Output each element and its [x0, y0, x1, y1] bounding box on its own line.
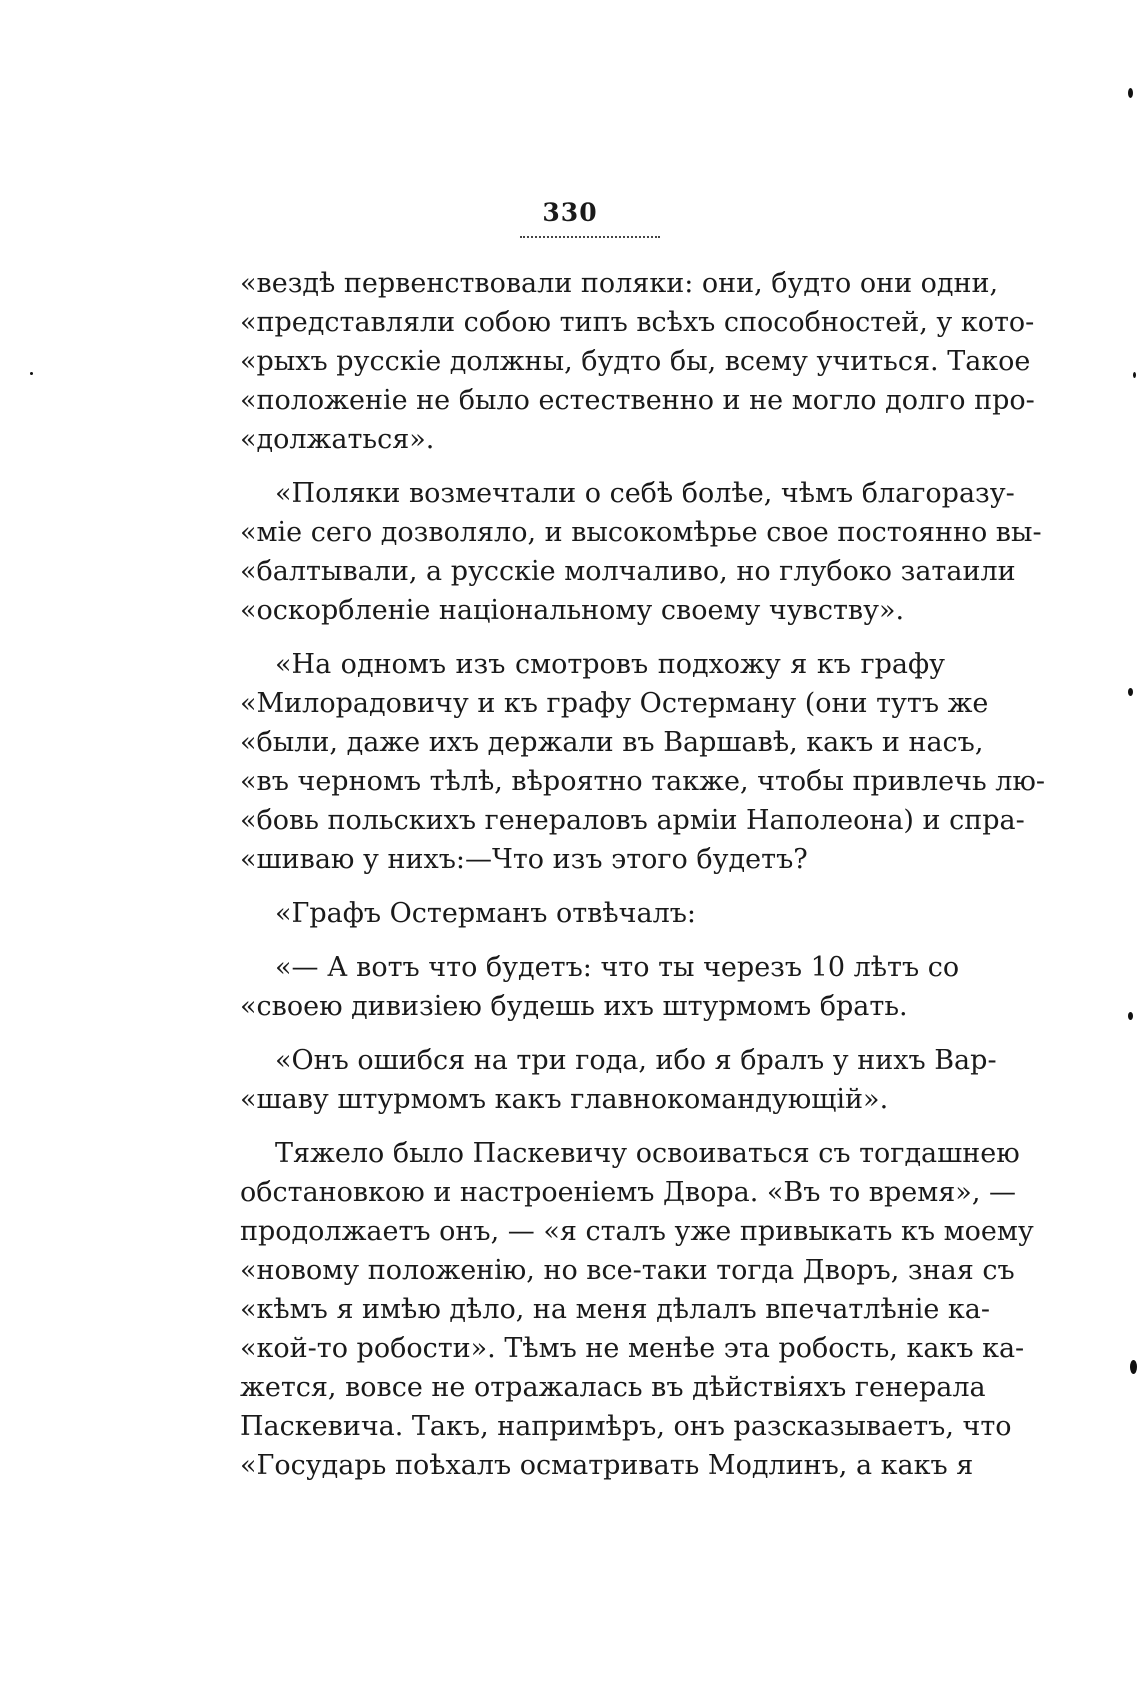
- text-line: «На одномъ изъ смотровъ подхожу я къ графу: [275, 649, 945, 680]
- text-line: «бовь польскихъ генераловъ арміи Наполеона) и спра-: [240, 805, 1025, 836]
- text-line: «вездѣ первенствовали поляки: они, будто они одни,: [240, 268, 999, 299]
- scan-speck: [1128, 1012, 1133, 1020]
- text-line: «представляли собою типъ всѣхъ способностей, у кото-: [240, 307, 1035, 338]
- text-line: «міе сего дозволяло, и высокомѣрье свое постоянно вы-: [240, 517, 1042, 548]
- text-line: обстановкою и настроеніемъ Двора. «Въ то время», —: [240, 1177, 1016, 1208]
- text-line: «своею дивизіею будешь ихъ штурмомъ брать.: [240, 991, 908, 1022]
- text-line: «Государь поѣхалъ осматривать Модлинъ, а какъ я: [240, 1450, 974, 1481]
- text-line: «кой-то робости». Тѣмъ не менѣе эта робость, какъ ка-: [240, 1333, 1025, 1364]
- text-line: продолжаетъ онъ, — «я сталъ уже привыкать къ моему: [240, 1216, 1034, 1247]
- scan-speck: [30, 372, 33, 375]
- text-line: «кѣмъ я имѣю дѣло, на меня дѣлалъ впечатлѣніе ка-: [240, 1294, 991, 1325]
- text-line: «въ черномъ тѣлѣ, вѣроятно также, чтобы привлечь лю-: [240, 766, 1046, 797]
- text-line: «были, даже ихъ держали въ Варшавѣ, какъ и насъ,: [240, 727, 984, 758]
- text-line: Тяжело было Паскевичу освоиваться съ тогдашнею: [275, 1138, 1020, 1169]
- body-text: [240, 264, 1046, 1485]
- text-line: «шиваю у нихъ:—Что изъ этого будетъ?: [240, 844, 808, 875]
- text-line: «положеніе не было естественно и не могло долго про-: [240, 385, 1035, 416]
- text-line: «оскорбленіе національному своему чувству».: [240, 595, 905, 626]
- text-line: «рыхъ русскіе должны, будто бы, всему учиться. Такое: [240, 346, 1031, 377]
- text-line: «балтывали, а русскіе молчаливо, но глубоко затаили: [240, 556, 1016, 587]
- text-line: «должаться».: [240, 424, 435, 455]
- text-line: «Милорадовичу и къ графу Остерману (они тутъ же: [240, 688, 989, 719]
- text-line: жется, вовсе не отражалась въ дѣйствіяхъ генерала: [240, 1372, 986, 1403]
- page-number-rule: [520, 236, 660, 244]
- text-line: «— А вотъ что будетъ: что ты черезъ 10 лѣтъ со: [275, 952, 960, 983]
- scan-speck: [1133, 372, 1136, 378]
- scan-speck: [1130, 1360, 1137, 1374]
- text-line: «шаву штурмомъ какъ главнокомандующій».: [240, 1084, 889, 1115]
- page-number: 330: [542, 198, 598, 227]
- text-line: «Графъ Остерманъ отвѣчалъ:: [275, 898, 697, 929]
- scan-speck: [1128, 688, 1133, 696]
- text-line: «новому положенію, но все-таки тогда Дворъ, зная съ: [240, 1255, 1015, 1286]
- text-line: «Поляки возмечтали о себѣ болѣе, чѣмъ благоразу-: [275, 478, 1015, 509]
- scan-speck: [1128, 88, 1133, 98]
- text-line: Паскевича. Такъ, напримѣръ, онъ разсказываетъ, что: [240, 1411, 1012, 1442]
- text-line: «Онъ ошибся на три года, ибо я бралъ у нихъ Вар-: [275, 1045, 997, 1076]
